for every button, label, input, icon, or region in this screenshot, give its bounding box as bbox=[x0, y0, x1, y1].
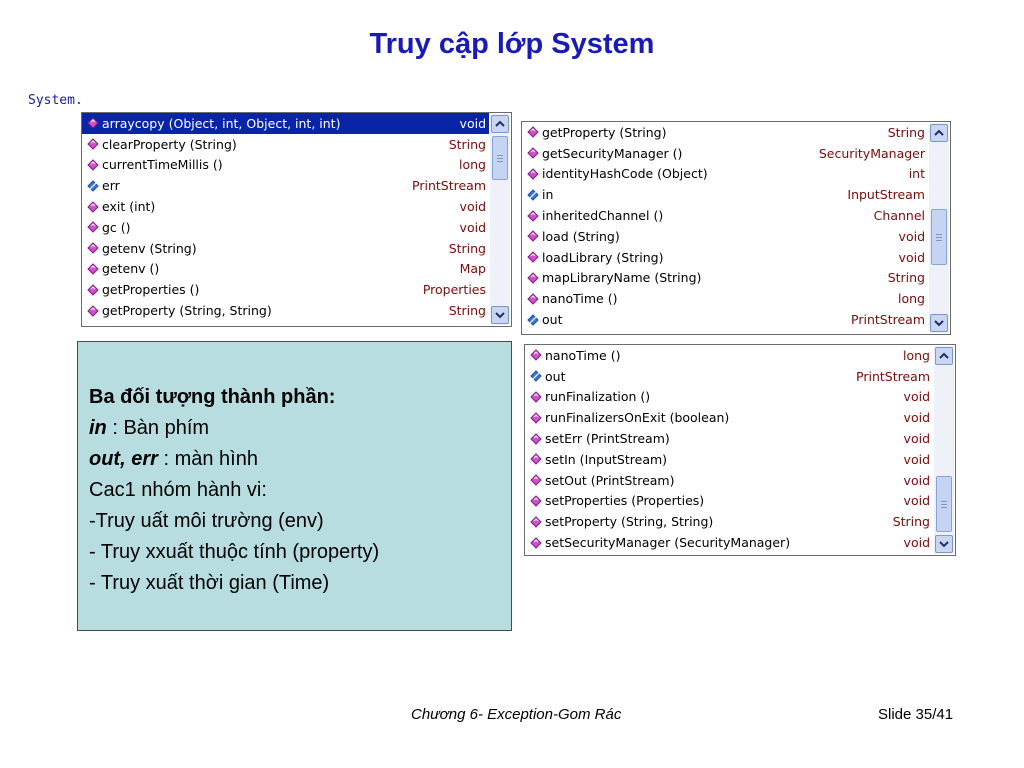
method-icon bbox=[529, 433, 543, 445]
scroll-thumb[interactable] bbox=[936, 476, 952, 532]
field-icon bbox=[529, 370, 543, 382]
method-icon bbox=[529, 516, 543, 528]
autocomplete-item[interactable] bbox=[522, 205, 928, 226]
autocomplete-item[interactable] bbox=[525, 387, 933, 408]
member-signature: identityHashCode (Object) bbox=[542, 166, 708, 182]
method-icon bbox=[86, 221, 100, 233]
member-signature: setProperties (Properties) bbox=[545, 493, 705, 509]
member-signature: currentTimeMillis () bbox=[102, 157, 223, 173]
member-signature: gc () bbox=[102, 219, 131, 235]
return-type: void bbox=[903, 451, 930, 467]
scrollbar[interactable] bbox=[490, 114, 510, 325]
autocomplete-list-1[interactable] bbox=[81, 112, 512, 327]
member-signature: clearProperty (String) bbox=[102, 136, 237, 152]
scroll-up-icon[interactable] bbox=[935, 347, 953, 365]
autocomplete-item[interactable] bbox=[525, 511, 933, 532]
autocomplete-item[interactable] bbox=[525, 345, 933, 366]
method-icon bbox=[526, 147, 540, 159]
grip-icon bbox=[941, 501, 947, 508]
return-type: String bbox=[892, 514, 930, 530]
autocomplete-item[interactable] bbox=[522, 309, 928, 330]
method-icon bbox=[526, 126, 540, 138]
method-icon bbox=[526, 210, 540, 222]
return-type: SecurityManager bbox=[818, 145, 925, 161]
member-signature: getProperty (String, String) bbox=[102, 303, 272, 319]
autocomplete-item[interactable] bbox=[525, 428, 933, 449]
return-type: Properties bbox=[422, 282, 486, 298]
member-signature: getProperty (String) bbox=[542, 124, 667, 140]
method-icon bbox=[529, 453, 543, 465]
return-type: void bbox=[903, 472, 930, 488]
scroll-thumb[interactable] bbox=[931, 209, 947, 265]
note-heading: Ba đối tượng thành phần: bbox=[89, 386, 336, 408]
method-icon bbox=[529, 537, 543, 549]
autocomplete-rows bbox=[82, 113, 489, 326]
autocomplete-item[interactable] bbox=[522, 288, 928, 309]
member-signature: out bbox=[545, 368, 566, 384]
member-signature: setIn (InputStream) bbox=[545, 451, 668, 467]
scroll-thumb[interactable] bbox=[492, 136, 508, 180]
member-signature: setProperty (String, String) bbox=[545, 514, 714, 530]
return-type: String bbox=[448, 303, 486, 319]
return-type: String bbox=[448, 136, 486, 152]
autocomplete-rows bbox=[522, 122, 928, 334]
return-type: void bbox=[903, 431, 930, 447]
autocomplete-item[interactable] bbox=[525, 532, 933, 553]
return-type: String bbox=[887, 270, 925, 286]
autocomplete-item[interactable] bbox=[82, 238, 489, 259]
return-type: PrintStream bbox=[412, 178, 486, 194]
return-type: void bbox=[459, 115, 486, 131]
field-icon bbox=[526, 189, 540, 201]
autocomplete-item[interactable] bbox=[525, 407, 933, 428]
member-signature: getenv (String) bbox=[102, 240, 197, 256]
autocomplete-item[interactable] bbox=[82, 155, 489, 176]
autocomplete-item[interactable] bbox=[522, 122, 928, 143]
autocomplete-item[interactable] bbox=[522, 226, 928, 247]
footer-chapter: Chương 6- Exception-Gom Rác bbox=[411, 706, 622, 723]
note-line-4: Cac1 nhóm hành vi: bbox=[89, 479, 267, 501]
method-icon bbox=[526, 251, 540, 263]
method-icon bbox=[526, 168, 540, 180]
method-icon bbox=[526, 293, 540, 305]
return-type: long bbox=[898, 291, 925, 307]
member-signature: inheritedChannel () bbox=[542, 208, 664, 224]
member-signature: getSecurityManager () bbox=[542, 145, 683, 161]
autocomplete-item[interactable] bbox=[525, 491, 933, 512]
scrollbar[interactable] bbox=[934, 346, 954, 554]
member-signature: nanoTime () bbox=[542, 291, 618, 307]
method-icon bbox=[529, 495, 543, 507]
return-type: String bbox=[448, 240, 486, 256]
member-signature: exit (int) bbox=[102, 199, 156, 215]
autocomplete-item[interactable] bbox=[82, 134, 489, 155]
method-icon bbox=[529, 349, 543, 361]
return-type: void bbox=[903, 389, 930, 405]
return-type: long bbox=[459, 157, 486, 173]
scroll-down-icon[interactable] bbox=[935, 535, 953, 553]
autocomplete-item[interactable] bbox=[522, 164, 928, 185]
member-signature: getProperties () bbox=[102, 282, 200, 298]
method-icon bbox=[86, 159, 100, 171]
note-line-5: -Truy uất môi trường (env) bbox=[89, 510, 324, 532]
method-icon bbox=[86, 201, 100, 213]
code-prefix: System. bbox=[28, 93, 83, 108]
return-type: void bbox=[903, 535, 930, 551]
return-type: int bbox=[908, 166, 925, 182]
method-icon bbox=[529, 391, 543, 403]
member-signature: in bbox=[542, 187, 554, 203]
member-signature: setOut (PrintStream) bbox=[545, 472, 675, 488]
member-signature: load (String) bbox=[542, 228, 620, 244]
return-type: void bbox=[903, 410, 930, 426]
autocomplete-list-2[interactable] bbox=[521, 121, 951, 335]
member-signature: nanoTime () bbox=[545, 347, 621, 363]
autocomplete-item[interactable] bbox=[82, 217, 489, 238]
note-out-line: out, err : màn hình bbox=[89, 448, 258, 470]
autocomplete-item[interactable] bbox=[82, 113, 489, 134]
return-type: void bbox=[898, 228, 925, 244]
return-type: String bbox=[887, 124, 925, 140]
member-signature: setSecurityManager (SecurityManager) bbox=[545, 535, 791, 551]
return-type: void bbox=[459, 199, 486, 215]
field-icon bbox=[526, 314, 540, 326]
member-signature: arraycopy (Object, int, Object, int, int) bbox=[102, 115, 341, 131]
scroll-up-icon[interactable] bbox=[491, 115, 509, 133]
scroll-down-icon[interactable] bbox=[930, 314, 948, 332]
return-type: void bbox=[459, 219, 486, 235]
member-signature: getenv () bbox=[102, 261, 160, 277]
autocomplete-item[interactable] bbox=[522, 247, 928, 268]
autocomplete-item[interactable] bbox=[525, 449, 933, 470]
autocomplete-rows bbox=[525, 345, 933, 555]
return-type: void bbox=[903, 493, 930, 509]
method-icon bbox=[86, 305, 100, 317]
return-type: PrintStream bbox=[856, 368, 930, 384]
note-line-6: - Truy xxuất thuộc tính (property) bbox=[89, 541, 380, 563]
member-signature: err bbox=[102, 178, 120, 194]
method-icon bbox=[86, 138, 100, 150]
autocomplete-list-3[interactable] bbox=[524, 344, 956, 556]
return-type: PrintStream bbox=[851, 312, 925, 328]
autocomplete-item[interactable] bbox=[522, 268, 928, 289]
autocomplete-item[interactable] bbox=[82, 279, 489, 300]
autocomplete-item[interactable] bbox=[525, 470, 933, 491]
member-signature: runFinalizersOnExit (boolean) bbox=[545, 410, 730, 426]
autocomplete-item[interactable] bbox=[82, 196, 489, 217]
note-box bbox=[77, 341, 512, 631]
scrollbar[interactable] bbox=[929, 123, 949, 333]
method-icon bbox=[86, 117, 100, 129]
method-icon bbox=[529, 412, 543, 424]
note-line-7: - Truy xuất thời gian (Time) bbox=[89, 572, 330, 594]
method-icon bbox=[86, 242, 100, 254]
field-icon bbox=[86, 180, 100, 192]
member-signature: loadLibrary (String) bbox=[542, 249, 664, 265]
autocomplete-item[interactable] bbox=[522, 143, 928, 164]
member-signature: out bbox=[542, 312, 563, 328]
autocomplete-item[interactable] bbox=[525, 366, 933, 387]
member-signature: runFinalization () bbox=[545, 389, 651, 405]
member-signature: setErr (PrintStream) bbox=[545, 431, 670, 447]
scroll-up-icon[interactable] bbox=[930, 124, 948, 142]
method-icon bbox=[86, 263, 100, 275]
method-icon bbox=[526, 272, 540, 284]
autocomplete-item[interactable] bbox=[82, 175, 489, 196]
scroll-down-icon[interactable] bbox=[491, 306, 509, 324]
member-signature: mapLibraryName (String) bbox=[542, 270, 702, 286]
method-icon bbox=[529, 474, 543, 486]
autocomplete-item[interactable] bbox=[82, 259, 489, 280]
grip-icon bbox=[936, 234, 942, 241]
return-type: Map bbox=[459, 261, 486, 277]
method-icon bbox=[526, 230, 540, 242]
grip-icon bbox=[497, 155, 503, 162]
note-in-line: in : Bàn phím bbox=[89, 417, 210, 439]
return-type: InputStream bbox=[847, 187, 925, 203]
method-icon bbox=[86, 284, 100, 296]
autocomplete-item[interactable] bbox=[522, 184, 928, 205]
autocomplete-item[interactable] bbox=[82, 300, 489, 321]
return-type: Channel bbox=[873, 208, 925, 224]
return-type: void bbox=[898, 249, 925, 265]
footer-slide-number: Slide 35/41 bbox=[878, 706, 954, 723]
return-type: long bbox=[903, 347, 930, 363]
slide-title: Truy cập lớp System bbox=[369, 28, 655, 60]
